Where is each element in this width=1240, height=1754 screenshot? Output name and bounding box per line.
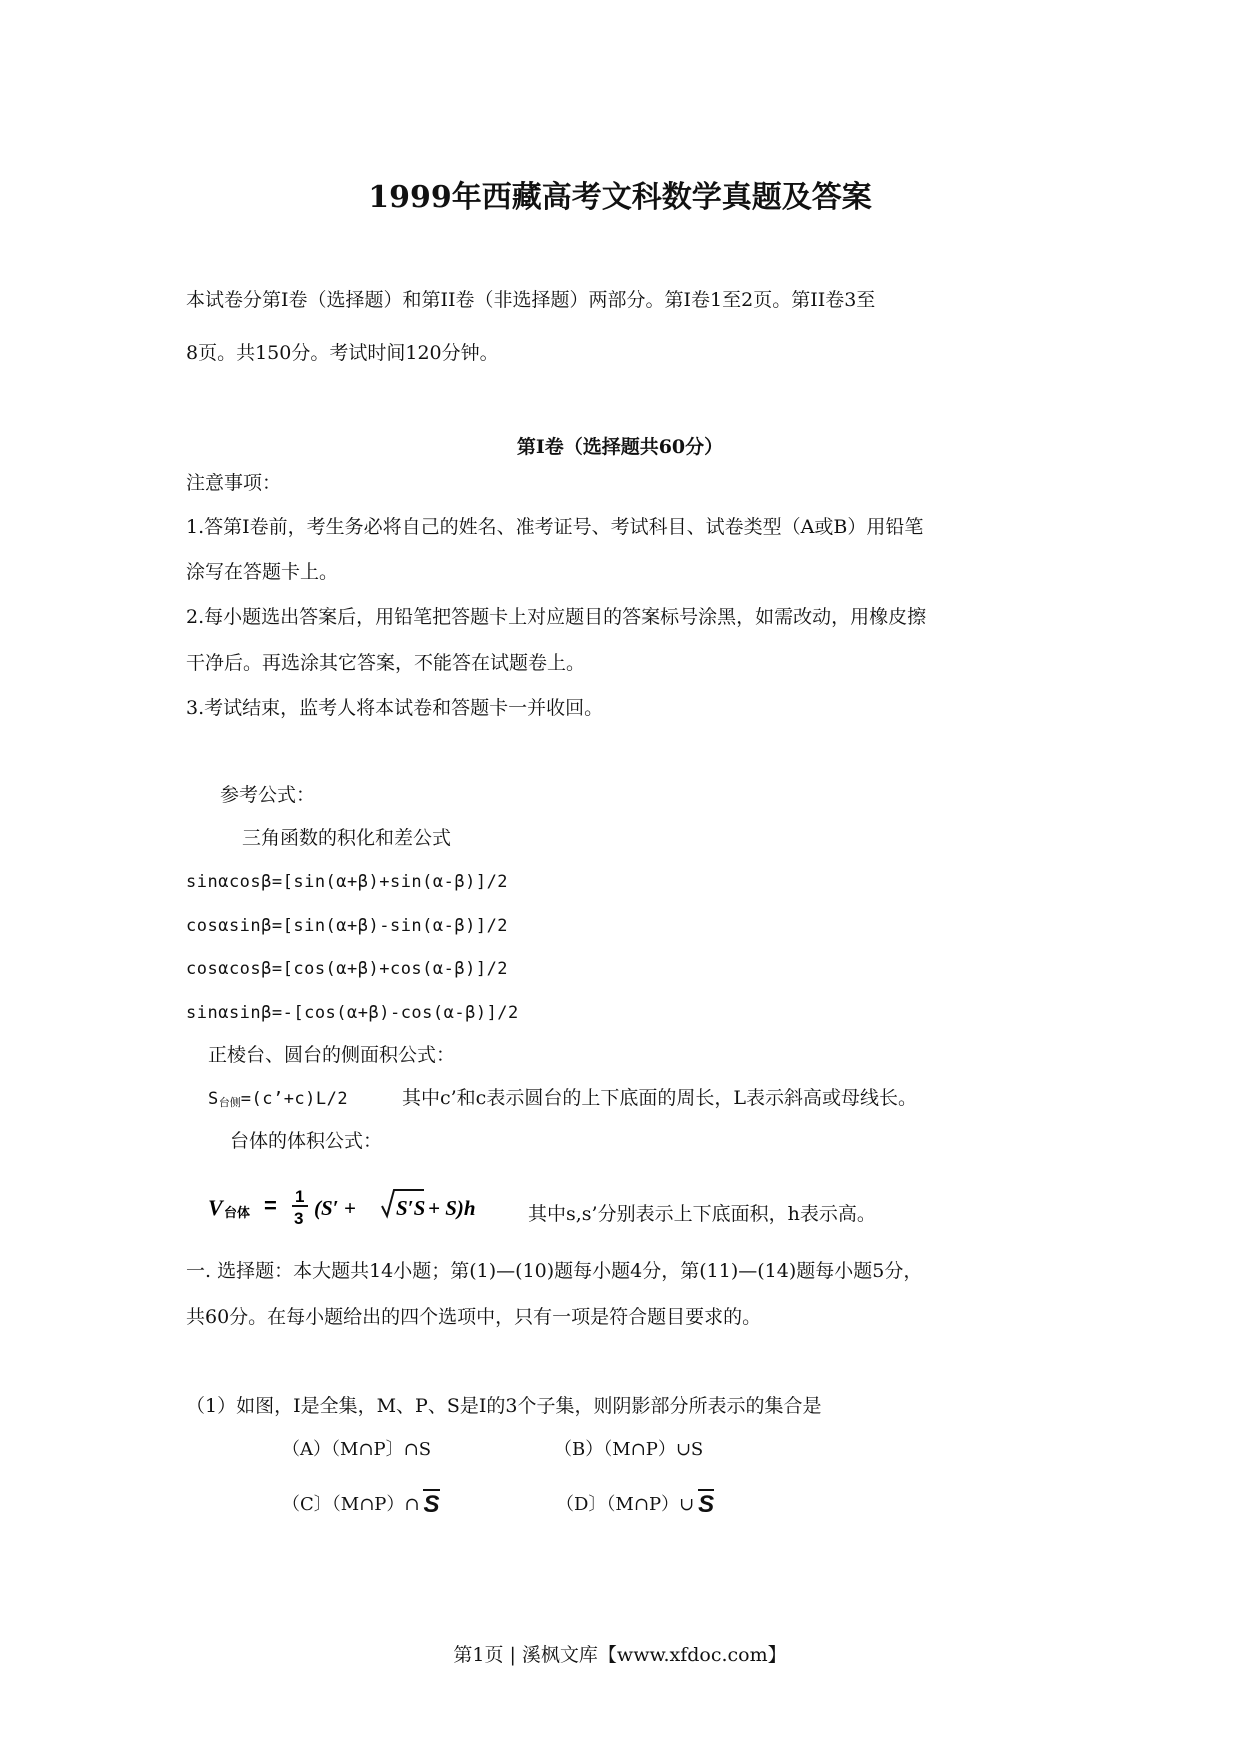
option-c-text: （C〕（M∩P）∩	[282, 1494, 420, 1515]
page-footer: 第1页 | 溪枫文库【www.xfdoc.com】	[453, 1644, 787, 1666]
question-1-stem: （1）如图，I是全集，M、P、S是I的3个子集，则阴影部分所表示的集合是	[186, 1395, 822, 1417]
trig-formula-1: sinαcosβ=[sin(α+β)+sin(α-β)]/2	[186, 872, 509, 892]
note-3: 3.考试结束，监考人将本试卷和答题卡一并收回。	[186, 697, 604, 719]
part1-line-2: 共60分。在每小题给出的四个选项中，只有一项是符合题目要求的。	[186, 1306, 762, 1328]
volume-heading: 台体的体积公式：	[230, 1130, 383, 1152]
volume-v: V	[208, 1195, 223, 1220]
trig-heading: 三角函数的积化和差公式	[242, 827, 452, 849]
radicand: S′S	[396, 1196, 426, 1220]
note-2-line-1: 2.每小题选出答案后，用铅笔把答题卡上对应题目的答案标号涂黑，如需改动，用橡皮擦	[186, 606, 927, 628]
volume-tail: + S)h	[428, 1196, 476, 1220]
volume-note: 其中s,s’分别表示上下底面积，h表示高。	[528, 1203, 876, 1225]
lateral-subscript: 台侧	[218, 1096, 241, 1109]
option-d-text: （D〕（M∩P）∪	[556, 1494, 695, 1515]
lateral-heading: 正棱台、圆台的侧面积公式：	[208, 1044, 456, 1066]
question-1-option-b: （B）（M∩P）∪S	[554, 1439, 704, 1460]
part1-line-1: 一. 选择题：本大题共14小题；第(1)—(10)题每小题4分，第(11)—(14)题每小题5分，	[186, 1260, 923, 1282]
note-1-line-1: 1.答第Ⅰ卷前，考生务必将自己的姓名、准考证号、考试科目、试卷类型（A或B）用铅笔	[186, 516, 924, 538]
volume-subscript: 台体	[224, 1206, 251, 1221]
question-1-option-a: （A）（M∩P〕∩S	[282, 1439, 432, 1460]
lateral-note: 其中c’和c表示圆台的上下底面的周长，L表示斜高或母线长。	[402, 1087, 917, 1109]
document-title: 1999年西藏高考文科数学真题及答案	[368, 180, 872, 215]
lateral-s: S	[208, 1089, 219, 1109]
s-complement: S	[698, 1491, 715, 1518]
section-title: 第Ⅰ卷（选择题共60分）	[516, 436, 724, 458]
note-1-line-2: 涂写在答题卡上。	[186, 561, 339, 583]
note-2-line-2: 干净后。再选涂其它答案，不能答在试题卷上。	[186, 652, 586, 674]
trig-formula-3: cosαcosβ=[cos(α+β)+cos(α-β)]/2	[186, 959, 509, 979]
reference-heading: 参考公式：	[220, 784, 316, 806]
notes-heading: 注意事项：	[186, 472, 282, 494]
fraction-numerator: 1	[295, 1187, 305, 1206]
lateral-rest: =(c’+c)L/2	[240, 1089, 349, 1109]
s-complement: S	[423, 1491, 440, 1518]
question-1-option-c	[282, 1489, 440, 1517]
lateral-formula	[208, 1086, 348, 1115]
question-1-option-d	[556, 1489, 714, 1517]
volume-paren: (S′ +	[314, 1196, 356, 1220]
intro-line-1: 本试卷分第Ⅰ卷（选择题）和第II卷（非选择题）两部分。第Ⅰ卷1至2页。第II卷3至	[186, 289, 876, 311]
fraction-denominator: 3	[294, 1209, 304, 1228]
intro-line-2: 8页。共150分。考试时间120分钟。	[186, 342, 499, 364]
equals-sign: =	[264, 1193, 277, 1218]
trig-formula-2: cosαsinβ=[sin(α+β)-sin(α-β)]/2	[186, 916, 509, 936]
trig-formula-4: sinαsinβ=-[cos(α+β)-cos(α-β)]/2	[186, 1003, 519, 1023]
frustum-volume-formula	[206, 1182, 526, 1228]
